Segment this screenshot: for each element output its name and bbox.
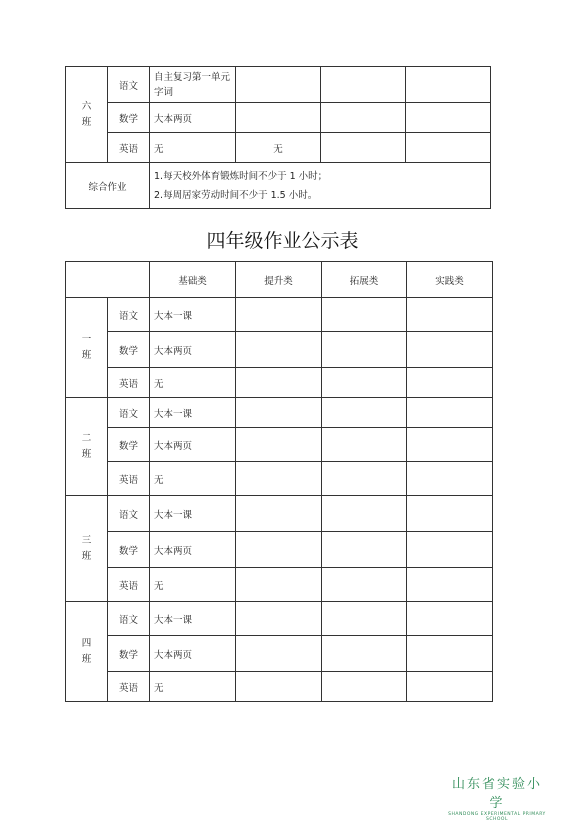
homework-advanced (236, 298, 322, 332)
comprehensive-label: 综合作业 (66, 163, 150, 209)
homework-basic: 大本两页 (150, 636, 236, 672)
homework-advanced (236, 332, 322, 368)
subject-math: 数学 (108, 428, 150, 462)
column-header: 实践类 (407, 262, 493, 298)
class-label-six: 六 班 (66, 67, 108, 163)
homework-extended (322, 368, 407, 398)
homework-practice (406, 103, 491, 133)
grade-six-class-table (65, 66, 491, 209)
homework-extended (322, 398, 407, 428)
class-label: 三 班 (66, 496, 108, 602)
homework-extended (322, 332, 407, 368)
homework-practice (406, 133, 491, 163)
subject-chinese: 语文 (108, 398, 150, 428)
homework-advanced (236, 368, 322, 398)
homework-practice (406, 67, 491, 103)
homework-advanced (236, 462, 322, 496)
subject-math: 数学 (108, 636, 150, 672)
homework-advanced (236, 602, 322, 636)
homework-practice (407, 496, 493, 532)
homework-extended (322, 532, 407, 568)
subject-chinese: 语文 (108, 67, 150, 103)
school-logo-english: SHANDONG EXPERIMENTAL PRIMARY SCHOOL (448, 812, 546, 822)
comprehensive-item: 1.每天校外体育锻炼时间不少于 1 小时； (154, 170, 328, 182)
homework-basic: 大本一课 (150, 602, 236, 636)
subject-english: 英语 (108, 133, 150, 163)
table-row (66, 462, 493, 496)
homework-extended (322, 496, 407, 532)
homework-basic: 大本两页 (150, 428, 236, 462)
column-header: 基础类 (150, 262, 236, 298)
table-row (66, 532, 493, 568)
table-header-row (66, 262, 493, 298)
class-label: 二 班 (66, 398, 108, 496)
homework-extended (321, 103, 406, 133)
subject-math: 数学 (108, 103, 150, 133)
homework-extended (322, 636, 407, 672)
homework-extended (322, 672, 407, 702)
table-row (66, 163, 491, 209)
homework-extended (322, 462, 407, 496)
class-label: 四 班 (66, 602, 108, 702)
table-row (66, 103, 491, 133)
table-row (66, 636, 493, 672)
table-body (66, 298, 493, 702)
column-header: 拓展类 (322, 262, 407, 298)
homework-basic: 自主复习第一单元字词 (150, 67, 236, 103)
homework-basic: 无 (150, 133, 236, 163)
homework-basic: 大本两页 (150, 332, 236, 368)
homework-basic: 大本一课 (150, 398, 236, 428)
homework-practice (407, 602, 493, 636)
homework-advanced (236, 568, 322, 602)
column-header: 提升类 (236, 262, 322, 298)
subject-math: 数学 (108, 332, 150, 368)
table-row (66, 568, 493, 602)
homework-advanced (236, 532, 322, 568)
table-row (66, 298, 493, 332)
school-logo-name: 山东省实验小学 (451, 777, 542, 811)
homework-advanced (236, 67, 321, 103)
homework-extended (322, 428, 407, 462)
class-label: 一 班 (66, 298, 108, 398)
homework-advanced: 无 (236, 133, 321, 163)
table-row (66, 496, 493, 532)
grade-four-homework-table (65, 261, 493, 702)
homework-basic: 无 (150, 672, 236, 702)
page-title: 四年级作业公示表 (206, 230, 359, 252)
subject-chinese: 语文 (108, 602, 150, 636)
table-row (66, 602, 493, 636)
homework-practice (407, 332, 493, 368)
homework-advanced (236, 496, 322, 532)
subject-chinese: 语文 (108, 298, 150, 332)
homework-practice (407, 568, 493, 602)
table-row (66, 332, 493, 368)
homework-practice (407, 532, 493, 568)
subject-math: 数学 (108, 532, 150, 568)
homework-advanced (236, 398, 322, 428)
homework-practice (407, 398, 493, 428)
table-row (66, 428, 493, 462)
homework-practice (407, 428, 493, 462)
table-row (66, 133, 491, 163)
homework-practice (407, 368, 493, 398)
homework-advanced (236, 672, 322, 702)
homework-extended (322, 602, 407, 636)
table-row (66, 368, 493, 398)
comprehensive-item: 2.每周居家劳动时间不少于 1.5 小时。 (154, 189, 318, 201)
table-row (66, 672, 493, 702)
table-row (66, 67, 491, 103)
subject-english: 英语 (108, 672, 150, 702)
homework-basic: 大本两页 (150, 532, 236, 568)
homework-advanced (236, 428, 322, 462)
homework-extended (321, 133, 406, 163)
homework-advanced (236, 636, 322, 672)
homework-advanced (236, 103, 321, 133)
subject-english: 英语 (108, 462, 150, 496)
homework-practice (407, 462, 493, 496)
school-logo (447, 773, 547, 822)
homework-practice (407, 636, 493, 672)
homework-extended (322, 298, 407, 332)
table-row (66, 398, 493, 428)
homework-practice (407, 672, 493, 702)
subject-chinese: 语文 (108, 496, 150, 532)
homework-extended (321, 67, 406, 103)
homework-basic: 大本一课 (150, 298, 236, 332)
subject-english: 英语 (108, 568, 150, 602)
homework-basic: 无 (150, 568, 236, 602)
homework-practice (407, 298, 493, 332)
homework-basic: 无 (150, 368, 236, 398)
header-corner (66, 262, 150, 298)
homework-basic: 大本两页 (150, 103, 236, 133)
subject-english: 英语 (108, 368, 150, 398)
comprehensive-content (150, 163, 491, 209)
homework-basic: 无 (150, 462, 236, 496)
homework-basic: 大本一课 (150, 496, 236, 532)
homework-extended (322, 568, 407, 602)
